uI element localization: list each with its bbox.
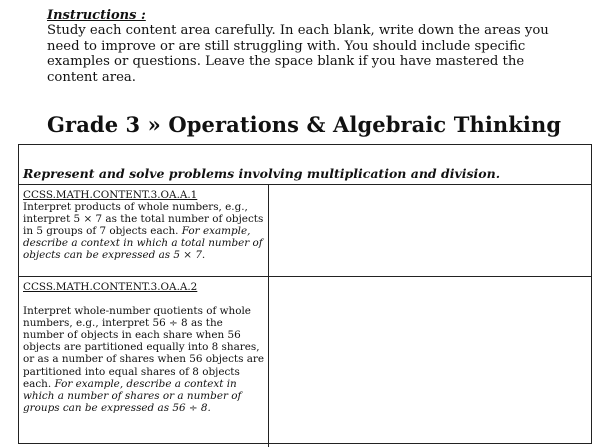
standard-code: CCSS.MATH.CONTENT.3.OA.A.2 [23,281,198,293]
standard-text: Interpret whole-number quotients of whole numbers, e.g., interpret 56 ÷ 8 as the number of objects in each share when 56 objects are partitioned equally into 8 shares, or as a number of shares when 56 objects are partitioned into equal shares of 8 objects each. [23,305,265,390]
table-header-text: Represent and solve problems involving multiplication and division. [23,166,501,181]
table-row [19,185,591,277]
instructions-block [47,8,567,85]
response-cell[interactable] [269,277,591,447]
standard-cell [19,185,269,276]
spacer [23,293,264,305]
standard-cell [19,277,269,447]
standard-example: For example, describe a context in which a total number of objects can be expressed as 5 × 7. [23,225,263,262]
table-header [19,145,591,185]
standard-code: CCSS.MATH.CONTENT.3.OA.A.1 [23,189,198,201]
standard-example: For example, describe a context in which a number of shares or a number of groups can be expressed as 56 ÷ 8. [23,377,242,414]
page-title: Grade 3 » Operations & Algebraic Thinking [47,112,562,137]
instructions-heading: Instructions : [47,8,146,23]
response-cell[interactable] [269,185,591,276]
instructions-body: Study each content area carefully. In each blank, write down the areas you need to improve or are still struggling with. You should include specific examples or questions. Leave the space blank if you have mastered the content area. [47,23,549,85]
table-row [19,277,591,447]
standard-text: Interpret products of whole numbers, e.g., interpret 5 × 7 as the total number of objects in 5 groups of 7 objects each. [23,201,264,238]
standards-table [18,144,592,444]
